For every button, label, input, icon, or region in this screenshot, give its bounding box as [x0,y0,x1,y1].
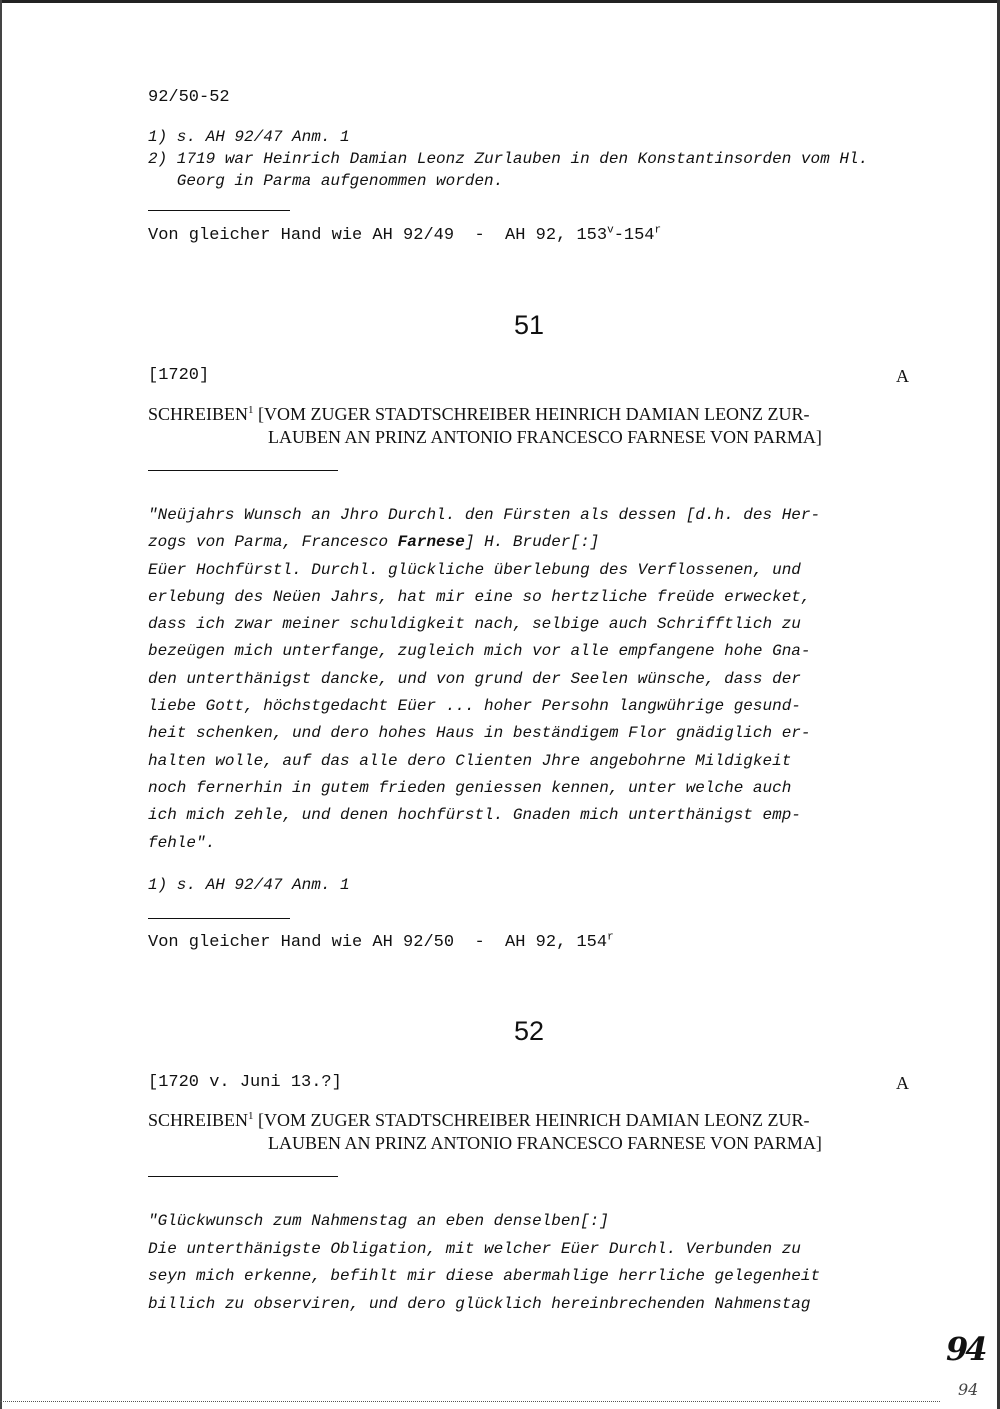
doc51-text-farnese: Farnese [397,533,465,552]
doc52-source-text: Von gleicher Hand wie AH 92/50 - AH 92, 154 [148,933,608,952]
footnote-2: 2) 1719 war Heinrich Damian Leonz Zurlauben in den Konstantinsorden vom Hl. [148,150,869,168]
doc52-date: [1720 v. Juni 13.?] [148,1073,342,1092]
section-divider [148,918,290,919]
doc51-body-line: fehle". [148,833,216,852]
doc51-body-line: den unterthänigst dancke, und von grund der Seelen wünsche, dass der [148,669,801,688]
doc51-title-word: SCHREIBEN [148,404,249,424]
doc52-title-sup: 1 [248,1110,254,1122]
doc51-body-line: liebe Gott, höchstgedacht Eüer ... hoher Persohn langwührige gesund- [148,697,801,716]
doc52-type-marker: A [896,1073,909,1093]
doc51-body-line: erlebung des Neüen Jahrs, hat mir eine so hertzliche freüde erwecket, [148,587,811,606]
doc52-text [148,1208,820,1318]
doc52-body-line: billich zu observiren, und dero glücklich hereinbrechenden Nahmenstag [148,1294,811,1313]
doc51-text-line2 [148,529,820,556]
doc51-title-sup: 1 [248,404,254,416]
doc51-title-line2: LAUBEN AN PRINZ ANTONIO FRANCESCO FARNESE VON PARMA] [268,427,822,447]
doc52-number: 52 [514,1016,545,1046]
page-number-handwritten: 94 [946,1330,985,1368]
doc51-number: 51 [514,310,545,340]
doc52-title-word: SCHREIBEN [148,1110,249,1130]
doc51-body-line: halten wolle, auf das alle dero Clienten Jhre angebohrne Mildigkeit [148,751,792,770]
doc51-body-line: noch fernerhin in gutem frieden geniessen kennen, unter welche auch [148,778,792,797]
doc51-text [148,502,820,857]
doc52-body-line: Die unterthänigste Obligation, mit welcher Eüer Durchl. Verbunden zu [148,1239,801,1258]
doc51-text-line1: "Neüjahrs Wunsch an Jhro Durchl. den Fürsten als dessen [d.h. des Her- [148,506,821,524]
doc51-body-line: bezeügen mich unterfange, zugleich mich vor alle empfangene hohe Gna- [148,642,811,661]
doc51-title-line1: [VOM ZUGER STADTSCHREIBER HEINRICH DAMIAN LEONZ ZUR- [253,404,810,424]
section-divider [148,210,290,211]
doc52-body-line: "Glückwunsch zum Nahmenstag an eben denselben[:] [148,1212,609,1230]
doc51-body-line: heit schenken, und dero hohes Haus in beständigem Flor gnädiglich er- [148,724,811,743]
doc51-type-marker: A [896,366,909,386]
scan-edge-bottom [0,1401,940,1403]
doc51-source [148,226,661,245]
doc51-date: [1720] [148,366,210,385]
doc51-source-sup-v: v [607,224,614,237]
scan-edge-left [0,0,2,1409]
doc51-body-line: ich mich zehle, und denen hochfürstl. Gnaden mich unterthänigst emp- [148,806,801,825]
doc51-source-sup-r: r [654,224,662,237]
doc51-body-line: dass ich zwar meiner schuldigkeit nach, selbige auch Schrifftlich zu [148,615,801,634]
doc51-body-line: Eüer Hochfürstl. Durchl. glückliche überlebung des Verflossenen, und [148,560,801,579]
title-divider [148,1176,338,1177]
doc52-source [148,933,614,952]
doc52-title [148,1110,810,1131]
doc52-title-line2: LAUBEN AN PRINZ ANTONIO FRANCESCO FARNESE VON PARMA] [268,1133,822,1153]
footnotes-top [148,126,868,192]
title-divider [148,470,338,471]
doc52-title-line1: [VOM ZUGER STADTSCHREIBER HEINRICH DAMIAN LEONZ ZUR- [253,1110,810,1130]
doc52-source-sup-r: r [607,931,614,944]
doc51-text-line2-b: ] H. Bruder[:] [464,533,600,552]
doc51-source-text: Von gleicher Hand wie AH 92/49 - AH 92, 153 [148,226,608,245]
doc51-footnote: 1) s. AH 92/47 Anm. 1 [148,876,350,894]
page-number-pencil: 94 [958,1380,979,1399]
doc52-body-line: seyn mich erkenne, befihlt mir diese abermahlige herrliche gelegenheit [148,1267,821,1285]
footnote-2-cont: Georg in Parma aufgenommen worden. [148,172,504,190]
scan-edge-top [0,0,1000,3]
footnote-1: 1) s. AH 92/47 Anm. 1 [148,128,350,146]
doc51-source-mid: -154 [613,226,655,245]
doc51-text-line2-a: zogs von Parma, Francesco [148,533,398,552]
page-reference: 92/50-52 [148,88,230,107]
doc51-title [148,404,810,425]
